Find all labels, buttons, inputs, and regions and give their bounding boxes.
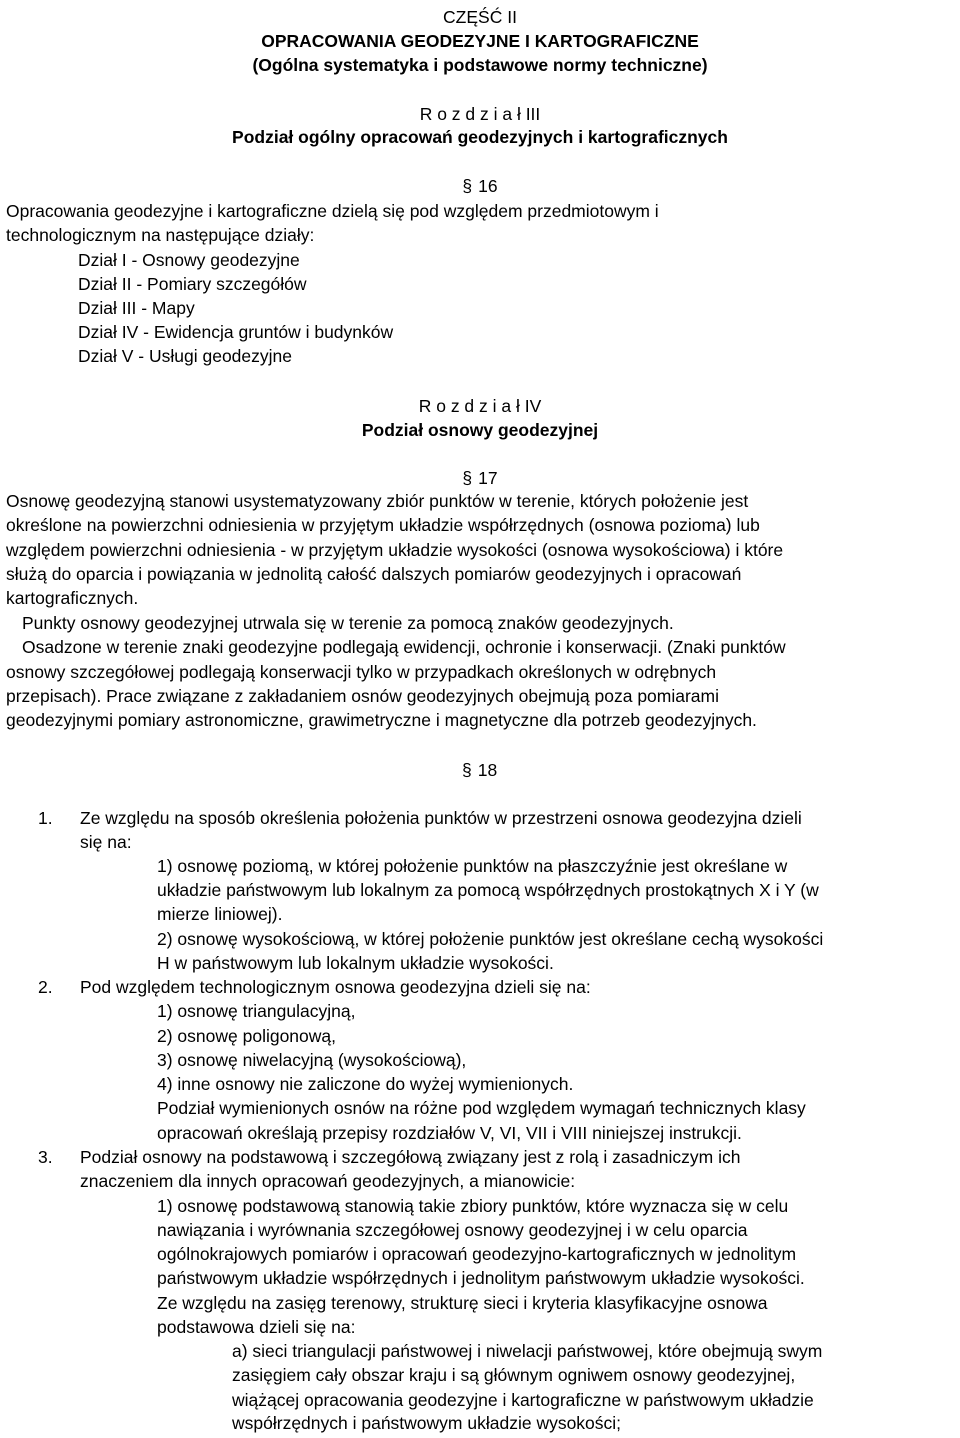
paragraph-line: względem powierzchni odniesienia - w przyjętym układzie wysokości (osnowa wysokościowa) i które [6,540,784,560]
sub-item-line: 4) inne osnowy nie zaliczone do wyżej wymienionych. [157,1074,574,1094]
sub-item-line: 3) osnowę niwelacyjną (wysokościową), [157,1050,467,1070]
paragraph-line: osnowy szczegółowej podlegają konserwacji tylko w przypadkach określonych w odrębnych [6,662,717,682]
division-item: Dział V - Usługi geodezyjne [78,346,292,366]
sub-item-line: ogólnokrajowych pomiarów i opracowań geodezyjno-kartograficznych w jednolitym [157,1244,797,1264]
sub-item-line: Ze względu na zasięg terenowy, strukturę sieci i kryteria klasyfikacyjne osnowa [157,1293,768,1313]
list-number: 3. [38,1147,53,1167]
paragraph-line: przepisach). Prace związane z zakładaniem osnów geodezyjnych obejmują poza pomiarami [6,686,720,706]
paragraph-line: Osnowę geodezyjną stanowi usystematyzowany zbiór punktów w terenie, których położenie jest [6,491,749,511]
list-item-line: Ze względu na sposób określenia położenia punktów w przestrzeni osnowa geodezyjna dzieli [80,808,802,828]
sub-item-line: opracowań określają przepisy rozdziałów V, VI, VII i VIII niniejszej instrukcji. [157,1123,742,1143]
list-item-line: Pod względem technologicznym osnowa geodezyjna dzieli się na: [80,977,591,997]
list-number: 1. [38,808,53,828]
sub-sub-item-line: a) sieci triangulacji państwowej i niwelacji państwowej, które obejmują swym [232,1341,823,1361]
paragraph-line: geodezyjnymi pomiary astronomiczne, grawimetryczne i magnetyczne dla potrzeb geodezyjnych. [6,710,757,730]
sub-item-line: 2) osnowę poligonową, [157,1026,337,1046]
section-sign: § [462,176,473,196]
chapter-4-title: Podział osnowy geodezyjnej [361,420,599,440]
paragraph-line: Osadzone w terenie znaki geodezyjne podlegają ewidencji, ochronie i konserwacji. (Znaki punktów [22,637,786,657]
paragraph-line: technologicznym na następujące działy: [6,225,315,245]
section-number: 17 [478,468,498,488]
sub-item-line: układzie państwowym lub lokalnym za pomocą współrzędnych prostokątnych X i Y (w [157,880,819,900]
sub-item-line: 1) osnowę poziomą, w której położenie punktów na płaszczyźnie jest określane w [157,856,788,876]
list-number: 2. [38,977,53,997]
list-item-line: się na: [80,832,132,852]
chapter-4-label: R o z d z i a ł IV [418,396,542,416]
chapter-3-label: R o z d z i a ł III [419,104,541,124]
list-item-line: znaczeniem dla innych opracowań geodezyjnych, a mianowicie: [80,1171,576,1191]
division-item: Dział IV - Ewidencja gruntów i budynków [78,322,394,342]
sub-sub-item-line: zasięgiem cały obszar kraju i są głównym ogniwem osnowy geodezyjnej, [232,1365,796,1385]
division-item: Dział II - Pomiary szczegółów [78,274,307,294]
section-sign: § [462,760,472,780]
sub-sub-item-line: współrzędnych i państwowym układzie wysokości; [232,1413,622,1433]
division-item: Dział III - Mapy [78,298,195,318]
sub-item-line: 1) osnowę triangulacyjną, [157,1001,356,1021]
sub-item-line: państwowym układzie współrzędnych i jednolitym państwowym układzie wysokości. [157,1268,805,1288]
part-subtitle: (Ogólna systematyka i podstawowe normy techniczne) [252,55,708,75]
section-number: 18 [477,760,498,780]
section-number: 16 [478,176,498,196]
section-16-heading [0,174,960,198]
sub-item-line: nawiązania i wyrównania szczegółowej osnowy geodezyjnej i w celu oparcia [157,1220,748,1240]
list-item-line: Podział osnowy na podstawową i szczegółową związany jest z rolą i zasadniczym ich [80,1147,741,1167]
division-item: Dział I - Osnowy geodezyjne [78,250,300,270]
paragraph-line: służą do oparcia i powiązania w jednolitą całość dalszych pomiarów geodezyjnych i opracowań [6,564,742,584]
paragraph-line: Opracowania geodezyjne i kartograficzne dzielą się pod względem przedmiotowym i [6,201,659,221]
paragraph-line: kartograficznych. [6,588,139,608]
chapter-3-title: Podział ogólny opracowań geodezyjnych i kartograficznych [232,127,728,147]
paragraph-line: Punkty osnowy geodezyjnej utrwala się w terenie za pomocą znaków geodezyjnych. [22,613,674,633]
sub-item-line: mierze liniowej). [157,904,283,924]
part-title: CZĘŚĆ II [443,7,517,27]
sub-item-line: podstawowa dzieli się na: [157,1317,356,1337]
sub-item-line: Podział wymienionych osnów na różne pod względem wymagań technicznych klasy [157,1098,806,1118]
sub-item-line: H w państwowym lub lokalnym układzie wysokości. [157,953,554,973]
sub-item-line: 2) osnowę wysokościową, w której położenie punktów jest określane cechą wysokości [157,929,824,949]
sub-sub-item-line: wiążącej opracowania geodezyjne i kartograficzne w państwowym układzie [232,1390,814,1410]
section-sign: § [462,468,473,488]
part-name: OPRACOWANIA GEODEZYJNE I KARTOGRAFICZNE [261,31,699,51]
sub-item-line: 1) osnowę podstawową stanowią takie zbiory punktów, które wyznacza się w celu [157,1196,789,1216]
paragraph-line: określone na powierzchni odniesienia w przyjętym układzie współrzędnych (osnowa pozioma) lub [6,515,760,535]
section-17-heading [0,466,960,490]
section-18-heading [462,758,497,782]
